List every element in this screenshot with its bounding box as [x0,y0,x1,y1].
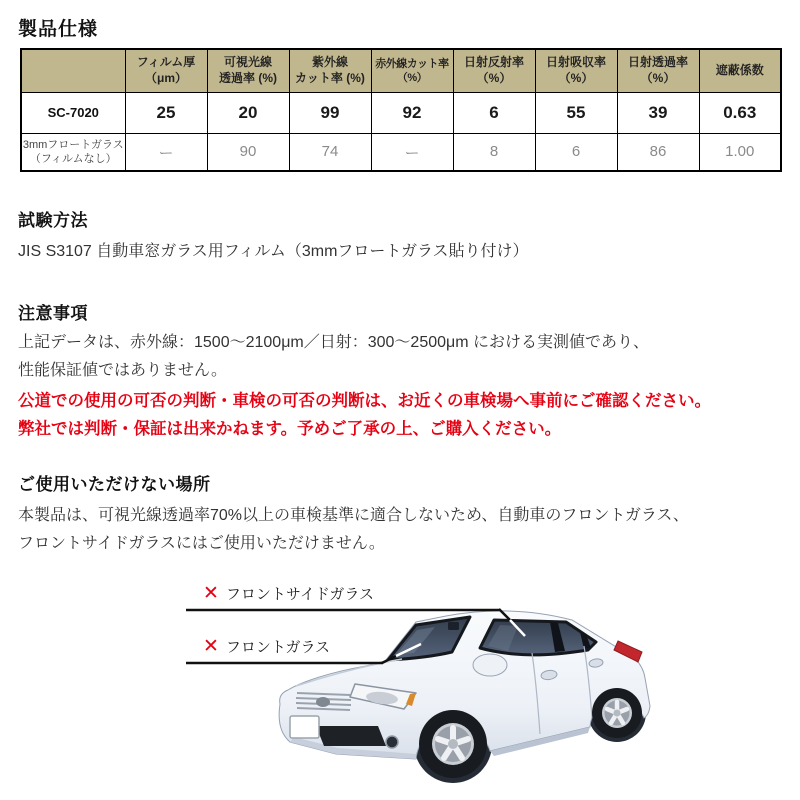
data-cell: 39 [648,103,668,122]
test-method-body: JIS S3107 自動車窓ガラス用フィルム（3mmフロートガラス貼り付け） [18,243,529,260]
side-mirror [473,654,507,676]
test-method-title: 試験方法 [18,211,88,230]
front-glass-label-text: フロントガラス [225,639,331,656]
data-cell: 74 [321,143,339,160]
header-shading-coef: 遮蔽係数 [699,49,781,93]
front-side-glass-label [203,583,374,604]
header-film-thickness: フィルム厚 （μm） [125,49,207,93]
data-cell: 86 [649,143,667,160]
precautions-title: 注意事項 [18,304,88,323]
precautions-line2: 性能保証値ではありません。 [18,362,227,379]
warning-line2: 弊社では判断・保証は出来かねます。予めご了承の上、ご購入ください。 [18,420,562,438]
spec-table-header-row [21,49,781,93]
precautions-line1: 上記データは、赤外線：1500〜2100μm／日射：300〜2500μm における実測値であり、 [18,334,650,351]
data-cell: ー [158,144,174,162]
unusable-line1: 本製品は、可視光線透過率70%以上の車検基準に適合しないため、自動車のフロントガラス、 [18,507,689,524]
header-uv-cut: 紫外線 カット率 (%) [289,49,371,93]
data-cell: 55 [566,103,586,122]
header-solar-absorb: 日射吸収率 （%） [535,49,617,93]
brand-emblem [316,697,330,707]
header-solar-transmit: 日射透過率 （%） [617,49,699,93]
reference-glass-name: 3mmフロートガラス （フィルムなし） [22,138,124,165]
data-cell: 25 [156,103,176,122]
fog-light [386,736,398,748]
table-row-product [21,93,781,134]
warning-line1: 公道での使用の可否の判断・車検の可否の判断は、お近くの車検場へ事前にご確認ください。 [18,392,711,410]
data-cell: 6 [489,103,499,122]
header-corner [21,49,125,93]
data-cell: 8 [489,143,499,160]
header-solar-reflect: 日射反射率 （%） [453,49,535,93]
product-name: SC-7020 [47,105,99,120]
unusable-title: ご使用いただけない場所 [18,475,211,494]
data-cell: 6 [571,143,581,160]
data-cell: ー [404,144,420,162]
rearview-mirror [448,622,459,630]
table-row-reference-glass [21,134,781,172]
spec-table [20,48,782,172]
data-cell: 0.63 [723,103,757,122]
data-cell: 92 [402,103,422,122]
x-mark-icon: ✕ [203,583,219,604]
license-plate [290,716,319,738]
car-illustration [266,596,656,791]
data-cell: 99 [320,103,340,122]
front-glass-label [203,636,330,657]
front-side-glass-label-text: フロントサイドガラス [225,586,374,603]
page-title: 製品仕様 [18,19,99,40]
x-mark-icon: ✕ [203,636,219,657]
unusable-line2: フロントサイドガラスにはご使用いただけません。 [18,535,385,552]
header-visible-light: 可視光線 透過率 (%) [207,49,289,93]
data-cell: 90 [239,143,257,160]
data-cell: 20 [238,103,258,122]
header-ir-cut: 赤外線カット率 （%） [371,49,453,93]
rear-wheel [592,688,642,738]
lower-grille [316,726,386,746]
data-cell: 1.00 [725,143,755,160]
front-wheel [419,710,487,778]
